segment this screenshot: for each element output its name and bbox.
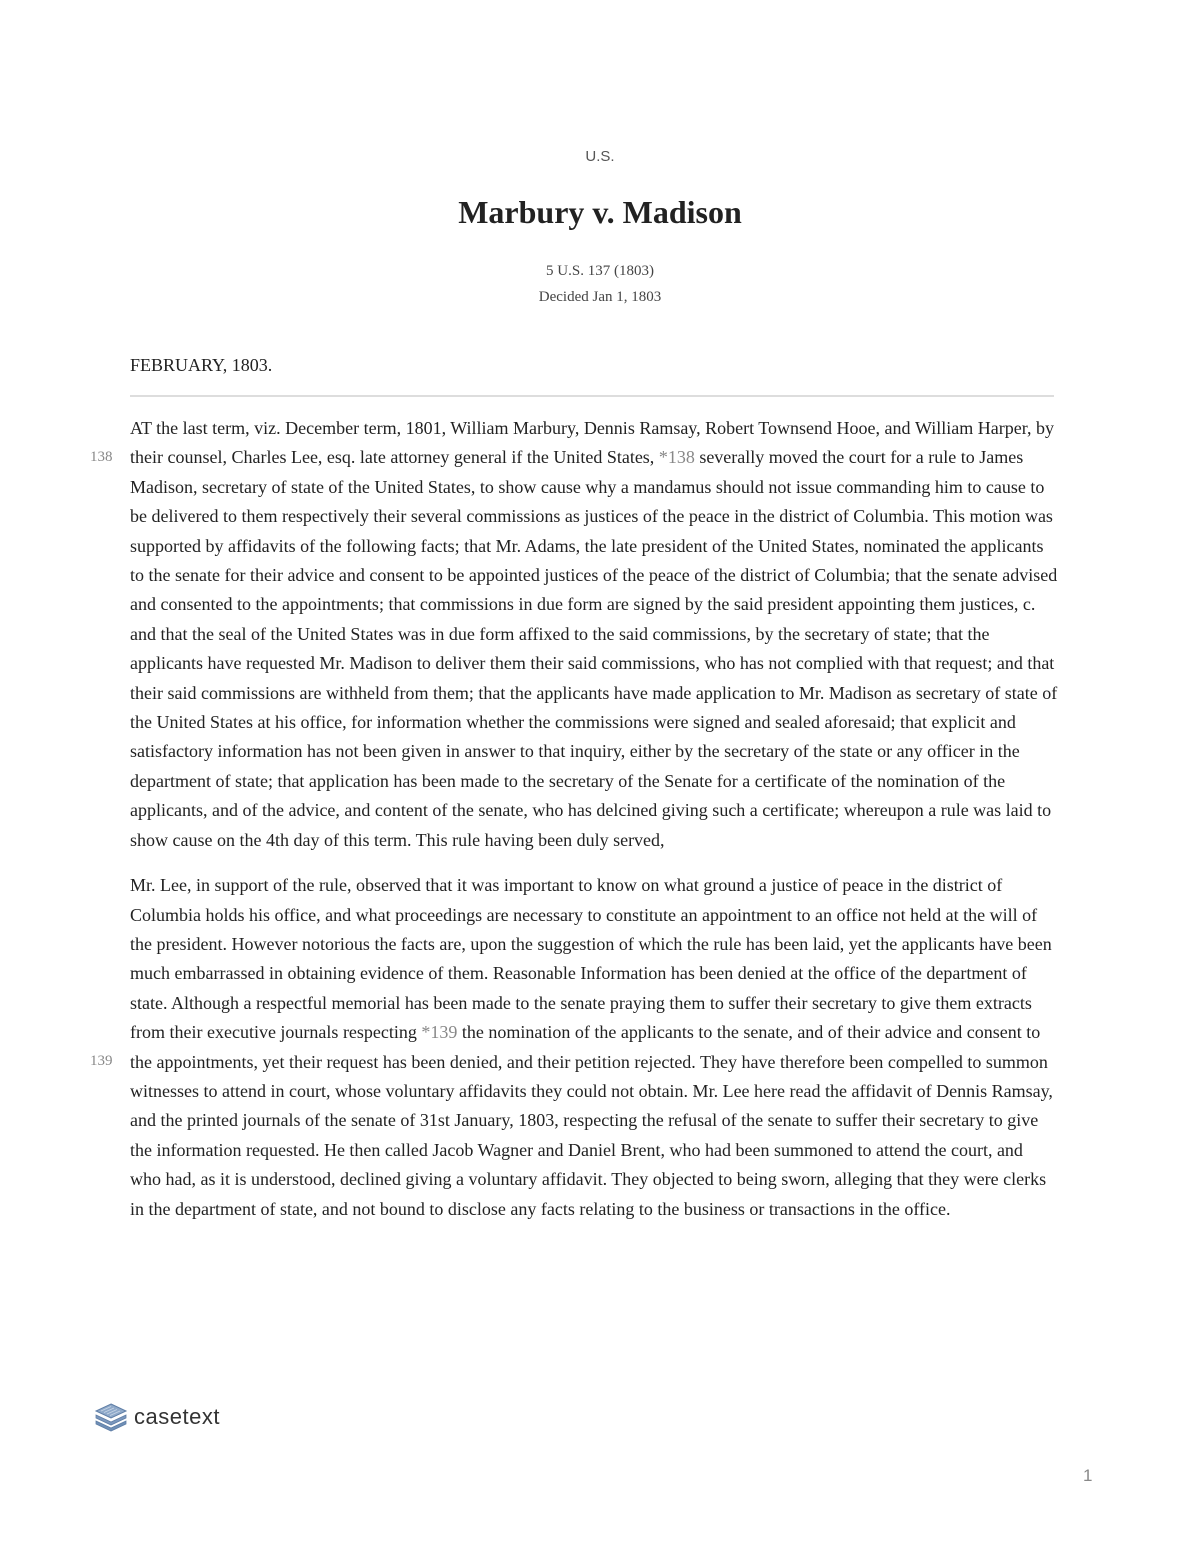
logo-wordmark: casetext — [134, 1404, 220, 1429]
star-page-marker[interactable]: *139 — [421, 1022, 458, 1043]
opinion-body — [90, 414, 1058, 1240]
section-divider — [130, 395, 1054, 397]
paragraph-1-text-c: severally moved the court for a rule to James Madison, secretary of state of the United States, to show cause why a mandamus should not issue commanding him to cause to be delivered to them respectively their several commissions as justices of the peace in the district of Columbia. This motion was supported by affidavits of the following facts; that Mr. Adams, the late president of the United States, nominated the applicants to the senate for their advice and consent to be appointed justices of the peace of the district of Columbia; that the senate advised and consented to the appointments; that commissions in due form are signed by the said president appointing them justices, c. and that the seal of the United States was in due form affixed to the said commissions, by the secretary of state; that the applicants have requested Mr. Madison to deliver them their said commissions, who has not complied with that request; and that their said commissions are withheld from them; that the applicants have made application to Mr. Madison as secretary of state of the United States at his office, for information whether the commissions were signed and sealed aforesaid; that explicit and satisfactory information has not been given in answer to that inquiry, either by the secretary of the state or any officer in the department of state; that application has been made to the secretary of the Senate for a certificate of the nomination of the applicants, and of the advice, and content of the senate, who has delcined giving such a certificate; whereupon a rule was laid to show cause on the 4th day of this term. This rule having been duly served, — [130, 447, 1058, 850]
decided-date: Decided Jan 1, 1803 — [538, 289, 662, 305]
court-label: U.S. — [585, 148, 615, 165]
margin-page-number: 138 — [90, 449, 113, 466]
paragraph-1-text-b: William Harper, by their counsel, Charles Lee, esq. late attorney general if the United States, — [130, 418, 1055, 468]
star-page-marker[interactable]: *138 — [658, 447, 695, 468]
stacked-layers-icon — [94, 1402, 128, 1432]
page-number: 1 — [1083, 1466, 1093, 1485]
paragraph-2-text-b: respecting — [342, 1022, 422, 1043]
term-heading: FEBRUARY, 1803. — [130, 355, 273, 375]
casetext-logo[interactable] — [94, 1402, 220, 1432]
paragraph-2-text-c: the nomination of the applicants to the senate, and of their advice and consent to the appointments, yet their request has been denied, and their petition rejected. They have therefore been compelled to summon witnesses to attend in court, whose voluntary affidavits they could not obtain. Mr. Lee here read the affidavit of Dennis Ramsay, and the printed journals of the senate of 31st January, 1803, respecting the refusal of the senate to suffer their secretary to give the information requested. He then called Jacob Wagner and Daniel Brent, who had been summoned to attend the court, and who had, as it is understood, declined giving a voluntary affidavit. They objected to being sworn, alleging that they were clerks in the department of state, and not bound to disclose any facts relating to the business or transactions in the office. — [130, 1022, 1053, 1219]
paragraph-2-text-a: Mr. Lee, in support of the rule, observed that it was important to know on what ground a justice of peace in the district of Columbia holds his office, and what proceedings are necessary to constitute an appointment to an office not held at the will of the president. However notorious the facts are, upon the suggestion of which the rule has been laid, yet the applicants have been much embarrassed in obtaining evidence of them. Reasonable Information has been denied at the office of the department of state. Although a respectful memorial has been made to the senate praying them to suffer their secretary to give them extracts from their executive journals — [130, 875, 1052, 1043]
paragraph-2 — [90, 871, 1058, 1224]
paragraph-1 — [90, 414, 1058, 855]
paragraph-1-text-a: AT the last term, viz. December term, 1801, William Marbury, Dennis Ramsay, Robert Townsend Hooe, and — [130, 418, 916, 438]
case-title: Marbury v. Madison — [458, 194, 742, 230]
case-citation: 5 U.S. 137 (1803) — [546, 263, 654, 279]
margin-page-number: 139 — [90, 1053, 113, 1070]
